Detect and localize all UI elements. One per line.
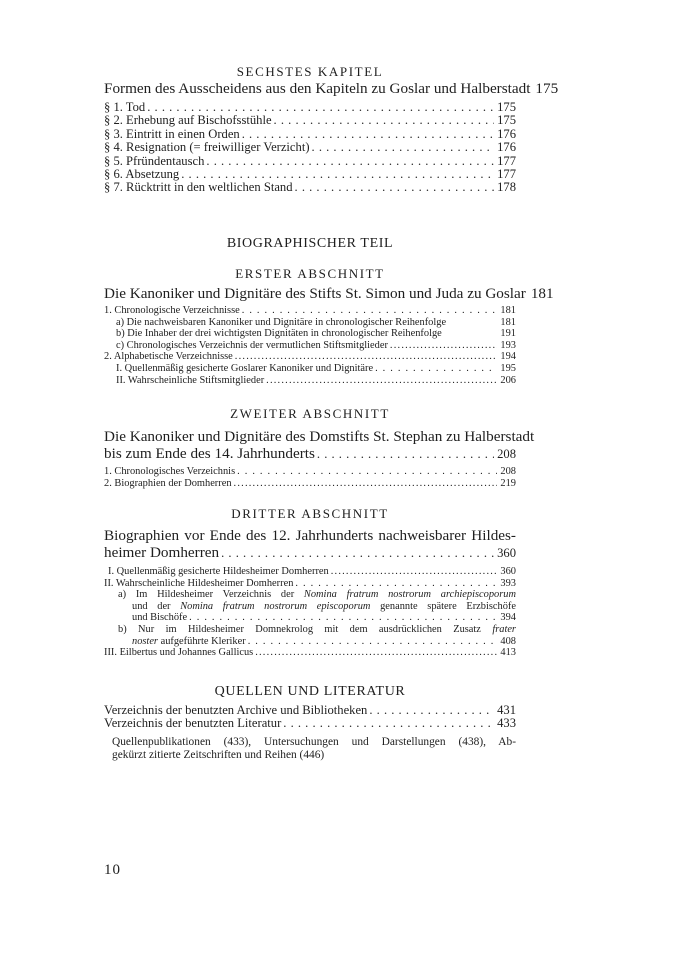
toc-entry: § 2. Erhebung auf Bischofsstühle . . . 175 (104, 114, 516, 127)
toc-entry: 2. Biographien der Domherren ..... 219 (104, 478, 516, 490)
section-items (104, 305, 516, 386)
section-heading: DRITTER ABSCHNITT (231, 506, 389, 521)
toc-subentry-a (104, 589, 516, 624)
section-title-entry (104, 544, 516, 562)
part-heading: BIOGRAPHISCHER TEIL (226, 236, 394, 251)
toc-entry: I. Quellenmäßig gesicherte Goslarer Kanoniker und Dignitäre . . . 195 (104, 363, 516, 375)
chapter-title-entry (104, 80, 559, 97)
toc-entry: I. Quellenmäßig gesicherte Hildesheimer Domherren ..... 360 (104, 566, 516, 578)
section-title-page: 181 (530, 285, 554, 302)
toc-entry: b) Die Inhaber der drei wichtigsten Dignitäten in chronologischer Reihenfolge 191 (116, 328, 516, 340)
toc-entry: § 3. Eintritt in einen Orden . . . 176 (104, 128, 516, 141)
toc-entry: § 7. Rücktritt in den weltlichen Stand . . . 178 (104, 181, 516, 194)
quellen-note-line: Quellenpublikationen (433), Untersuchungen und Darstellungen (438), Ab- (112, 736, 516, 748)
section-title-line: bis zum Ende des 14. Jahrhunderts (104, 445, 315, 462)
toc-entry: § 1. Tod . . . 175 (104, 101, 516, 114)
chapter-heading: SECHSTES KAPITEL (236, 64, 384, 79)
toc-entry: Verzeichnis der benutzten Literatur . . . 433 (104, 717, 516, 730)
section-title-page: 360 (497, 546, 516, 560)
toc-subentry-line: und der Nomina fratrum nostrorum episcoporum genannte spätere Erzbischöfe (132, 600, 516, 612)
toc-entry: c) Chronologisches Verzeichnis der vermutlichen Stiftsmitglieder ..... 193 (104, 340, 516, 352)
toc-subentry-line: b) Nur im Hildesheimer Domnekrolog mit dem ausdrücklichen Zusatz frater (118, 623, 516, 635)
section-title-entry (104, 445, 516, 463)
toc-subentry-line: und Bischöfe . . . 394 (118, 612, 516, 624)
section-items (104, 466, 516, 489)
toc-entry: II. Wahrscheinliche Stiftsmitglieder ..... 206 (104, 375, 516, 387)
section-title-block (104, 428, 535, 463)
part-heading: QUELLEN UND LITERATUR (214, 684, 406, 699)
quellen-note (104, 736, 516, 763)
section-items (104, 566, 516, 659)
chapter-title-page: 175 (535, 80, 559, 97)
toc-entry: 1. Chronologische Verzeichnisse . . . 181 (104, 305, 516, 317)
section-title-entry (104, 285, 554, 302)
toc-entry: II. Wahrscheinliche Hildesheimer Domherren . . . 393 (104, 578, 516, 590)
section-title-page: 208 (497, 447, 516, 461)
section-heading: ERSTER ABSCHNITT (235, 266, 385, 281)
toc-entry: 1. Chronologisches Verzeichnis . . . 208 (104, 466, 516, 478)
page-number: 10 (104, 862, 121, 878)
toc-entry: a) Die nachweisbaren Kanoniker und Dignitäre in chronologischer Reihenfolge 181 (116, 316, 516, 328)
toc-entry: § 6. Absetzung . . . 177 (104, 168, 516, 181)
toc-entry: § 4. Resignation (= freiwilliger Verzicht) . . . 176 (104, 141, 516, 154)
section-title: Die Kanoniker und Dignitäre des Stifts St. Simon und Juda zu Goslar (104, 285, 526, 302)
section-heading: ZWEITER ABSCHNITT (230, 406, 390, 421)
toc-entry: III. Eilbertus und Johannes Gallicus ..... 413 (104, 647, 516, 659)
section-title-line: Biographien vor Ende des 12. Jahrhunderts nachweisbarer Hildes- (104, 527, 516, 544)
toc-entry: Verzeichnis der benutzten Archive und Bibliotheken . . . 431 (104, 704, 516, 717)
toc-subentry-line: a) Im Hildesheimer Verzeichnis der Nomina fratrum nostrorum archiepiscoporum (118, 589, 516, 601)
toc-entry: 2. Alphabetische Verzeichnisse ..... 194 (104, 351, 516, 363)
quellen-items (104, 704, 516, 731)
section-title-block (104, 527, 516, 562)
toc-subentry-line: noster aufgeführte Kleriker . . . 408 (118, 636, 516, 648)
section-title-line: heimer Domherren (104, 544, 220, 561)
quellen-note-line: gekürzt zitierte Zeitschriften und Reihen (446) (112, 749, 325, 762)
toc-entry: § 5. Pfründentausch . . . 177 (104, 155, 516, 168)
chapter-title: Formen des Ausscheidens aus den Kapiteln zu Goslar und Halberstadt (104, 80, 531, 97)
chapter-items (104, 101, 516, 195)
section-title-line: Die Kanoniker und Dignitäre des Domstifts St. Stephan zu Halberstadt (104, 428, 535, 445)
toc-subentry-b (104, 624, 516, 647)
